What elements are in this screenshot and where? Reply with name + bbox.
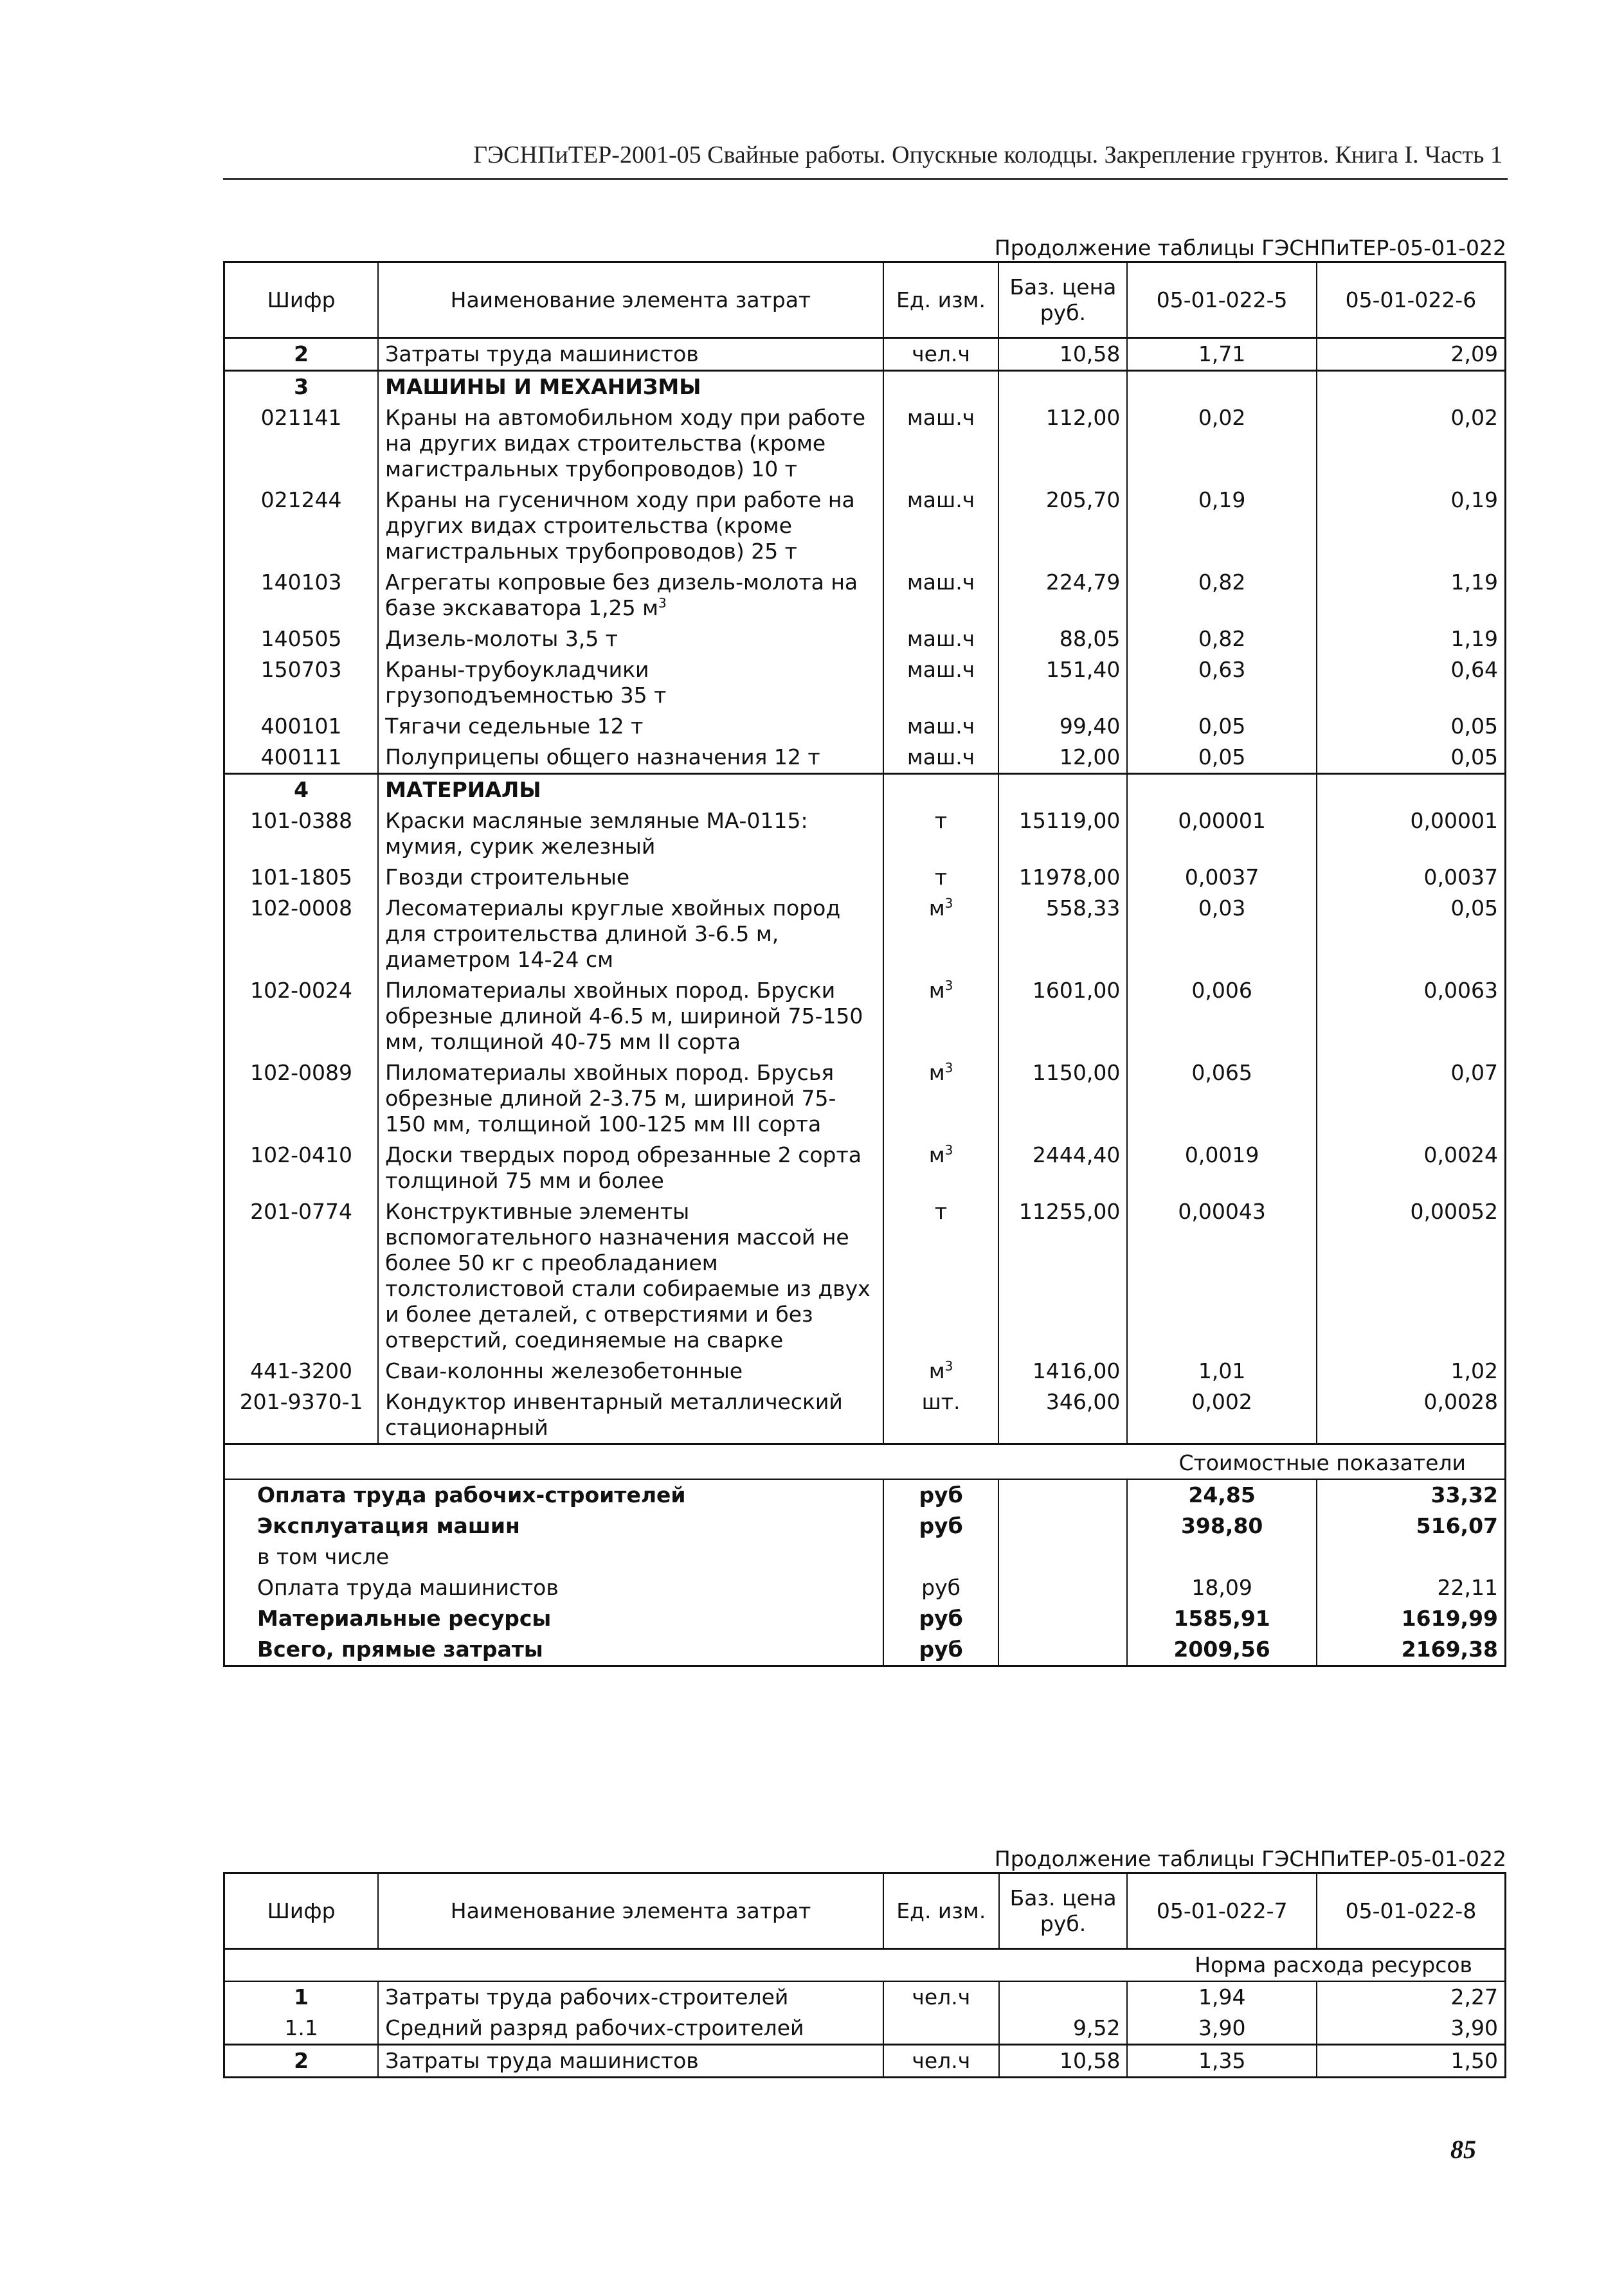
col-name: Наименование элемента затрат: [378, 1873, 883, 1949]
col-v1: 05-01-022-5: [1127, 262, 1317, 338]
summary-row: Оплата труда машинистов руб 18,09 22,11: [224, 1572, 1506, 1603]
col-name: Наименование элемента затрат: [378, 262, 883, 338]
table-row: 4 МАТЕРИАЛЫ: [224, 774, 1506, 806]
norm-label-row: Норма расхода ресурсов: [224, 1949, 1506, 1982]
col-v2: 05-01-022-6: [1317, 262, 1506, 338]
table-row: 140103 Агрегаты копровые без дизель-молота на базе экскаватора 1,25 $м^3$ маш.ч 224,79 0,82 1,19: [224, 567, 1506, 624]
table-row: 150703 Краны-трубоукладчики грузоподъемностью 35 т маш.ч 151,40 0,63 0,64: [224, 654, 1506, 711]
summary-row: в том числе: [224, 1542, 1506, 1572]
cost-indicators-row: Стоимостные показатели: [224, 1444, 1506, 1480]
table-row: 021244 Краны на гусеничном ходу при работе на других видах строительства (кроме магистральных трубопроводов) 25 т маш.ч 205,70 0,19 0,19: [224, 485, 1506, 567]
table-row: 3 МАШИНЫ И МЕХАНИЗМЫ: [224, 371, 1506, 403]
table1-caption: Продолжение таблицы ГЭСНПиТЕР-05-01-022: [994, 235, 1506, 260]
col-v1: 05-01-022-7: [1127, 1873, 1316, 1949]
table-row: 102-0089 Пиломатериалы хвойных пород. Брусья обрезные длиной 2-3.75 м, шириной 75-150 мм, толщиной 100-125 мм III сорта $м^3$ 1150,00 0,065 0,07: [224, 1057, 1506, 1140]
table-row: 021141 Краны на автомобильном ходу при работе на других видах строительства (кроме магистральных трубопроводов) 10 т маш.ч 112,00 0,02 0,02: [224, 402, 1506, 485]
table2-caption: Продолжение таблицы ГЭСНПиТЕР-05-01-022: [994, 1846, 1506, 1871]
summary-row: Эксплуатация машин руб 398,80 516,07: [224, 1511, 1506, 1542]
summary-row: Всего, прямые затраты руб 2009,56 2169,38: [224, 1634, 1506, 1666]
table-row: 400111 Полуприцепы общего назначения 12 т маш.ч 12,00 0,05 0,05: [224, 742, 1506, 774]
col-v2: 05-01-022-8: [1317, 1873, 1506, 1949]
col-code: Шифр: [224, 1873, 379, 1949]
table-row: 2 Затраты труда машинистов чел.ч 10,58 1,35 1,50: [224, 2045, 1506, 2078]
table-row: 101-0388 Краски масляные земляные МА-0115: мумия, сурик железный т 15119,00 0,00001 0,00001: [224, 805, 1506, 862]
page-header: ГЭСНПиТЕР-2001-05 Свайные работы. Опускные колодцы. Закрепление грунтов. Книга I. Часть 1: [473, 141, 1502, 168]
table-row: 102-0008 Лесоматериалы круглые хвойных пород для строительства длиной 3-6.5 м, диаметром 14-24 см $м^3$ 558,33 0,03 0,05: [224, 893, 1506, 975]
col-unit: Ед. изм.: [883, 1873, 999, 1949]
summary-row: Оплата труда рабочих-строителей руб 24,85 33,32: [224, 1479, 1506, 1511]
col-unit: Ед. изм.: [883, 262, 999, 338]
table2: [223, 1872, 1506, 2078]
table-row: 201-9370-1 Кондуктор инвентарный металлический стационарный шт. 346,00 0,002 0,0028: [224, 1387, 1506, 1444]
summary-row: Материальные ресурсы руб 1585,91 1619,99: [224, 1603, 1506, 1634]
header-rule: [223, 178, 1508, 180]
table-row: 441-3200 Сваи-колонны железобетонные $м^3$ 1416,00 1,01 1,02: [224, 1356, 1506, 1387]
table-row: 400101 Тягачи седельные 12 т маш.ч 99,40 0,05 0,05: [224, 711, 1506, 742]
col-price: Баз. цена руб.: [998, 262, 1127, 338]
table1: [223, 261, 1506, 1667]
table-row: 102-0410 Доски твердых пород обрезанные 2 сорта толщиной 75 мм и более $м^3$ 2444,40 0,0019 0,0024: [224, 1140, 1506, 1196]
table-row: 101-1805 Гвозди строительные т 11978,00 0,0037 0,0037: [224, 862, 1506, 893]
table-row: 2 Затраты труда машинистов чел.ч 10,58 1,71 2,09: [224, 338, 1506, 371]
col-code: Шифр: [224, 262, 379, 338]
table-row: 201-0774 Конструктивные элементы вспомогательного назначения массой не более 50 кг с преобладанием толстолистовой стали собираемые из двух и более деталей, с отверстиями и без отверстий, соединяемые на сварке т 11255,00 0,00043 0,00052: [224, 1196, 1506, 1356]
table-row: 140505 Дизель-молоты 3,5 т маш.ч 88,05 0,82 1,19: [224, 624, 1506, 654]
table-row: 102-0024 Пиломатериалы хвойных пород. Бруски обрезные длиной 4-6.5 м, шириной 75-150 мм, толщиной 40-75 мм II сорта $м^3$ 1601,00 0,006 0,0063: [224, 975, 1506, 1057]
table-row: 1.1 Средний разряд рабочих-строителей 9,52 3,90 3,90: [224, 2013, 1506, 2045]
page-number: 85: [1450, 2135, 1476, 2164]
col-price: Баз. цена руб.: [999, 1873, 1128, 1949]
table-row: 1 Затраты труда рабочих-строителей чел.ч 1,94 2,27: [224, 1981, 1506, 2013]
